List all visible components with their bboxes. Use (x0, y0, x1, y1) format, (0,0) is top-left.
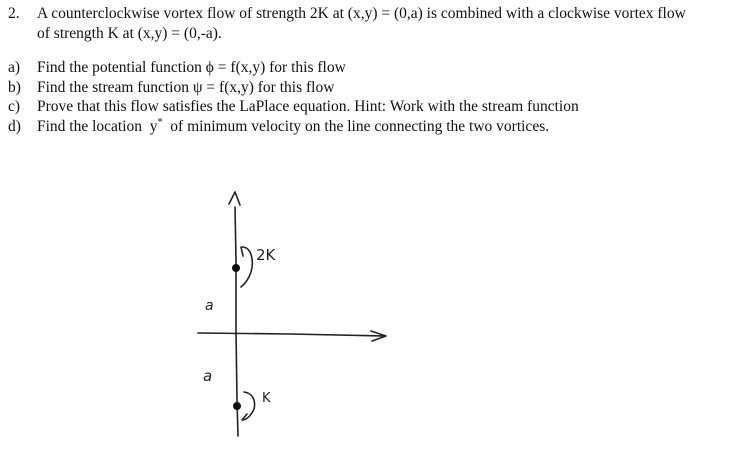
y-axis-line (235, 207, 238, 436)
cw-arrow-head-icon (242, 414, 247, 420)
problem-block (8, 4, 732, 136)
part-a-letter: a) (8, 59, 21, 76)
problem-statement-line-2 (8, 24, 732, 44)
part-d-text (37, 117, 549, 137)
bottom-vortex-label: K (262, 391, 271, 406)
x-axis-arrow-icon (371, 331, 386, 341)
problem-number: 2. (8, 5, 20, 22)
ccw-arrow-head-icon (241, 247, 243, 256)
part-b-text: Find the stream function ψ = f(x,y) for this flow (37, 78, 335, 96)
x-axis-line (198, 333, 384, 336)
part-d-letter: d) (8, 117, 21, 135)
problem-intro-line-2: of strength K at (x,y) = (0,-a). (37, 25, 222, 42)
problem-statement-line-1 (8, 4, 732, 24)
part-d (8, 117, 732, 137)
part-c (8, 97, 732, 117)
part-a-text: Find the potential function ϕ = f(x,y) for this flow (37, 59, 346, 76)
bottom-vortex-point-icon (233, 402, 241, 410)
cw-rotation-arrow-icon (243, 392, 255, 420)
problem-indent (8, 24, 37, 44)
part-c-text: Prove that this flow satisfies the LaPlace equation. Hint: Work with the stream function (37, 98, 579, 115)
part-a (8, 58, 732, 78)
part-b-letter: b) (8, 78, 21, 96)
part-d-superscript: * (157, 116, 163, 128)
part-d-text-after: of minimum velocity on the line connecting the two vortices. (162, 117, 550, 135)
y-axis-arrow-icon (229, 192, 240, 205)
problem-intro-line-1: A counterclockwise vortex flow of strength 2K at (x,y) = (0,a) is combined with a clockwise vortex flow (37, 5, 686, 22)
top-vortex-label: 2K (256, 246, 276, 264)
problem-statement (8, 4, 732, 44)
top-vortex-point-icon (232, 264, 240, 272)
lower-distance-label: a (203, 367, 213, 385)
part-d-text-before: Find the location y (37, 117, 158, 135)
part-c-letter: c) (8, 98, 21, 115)
part-b (8, 78, 732, 98)
ccw-rotation-arrow-icon (241, 247, 252, 287)
upper-distance-label: a (205, 298, 214, 314)
